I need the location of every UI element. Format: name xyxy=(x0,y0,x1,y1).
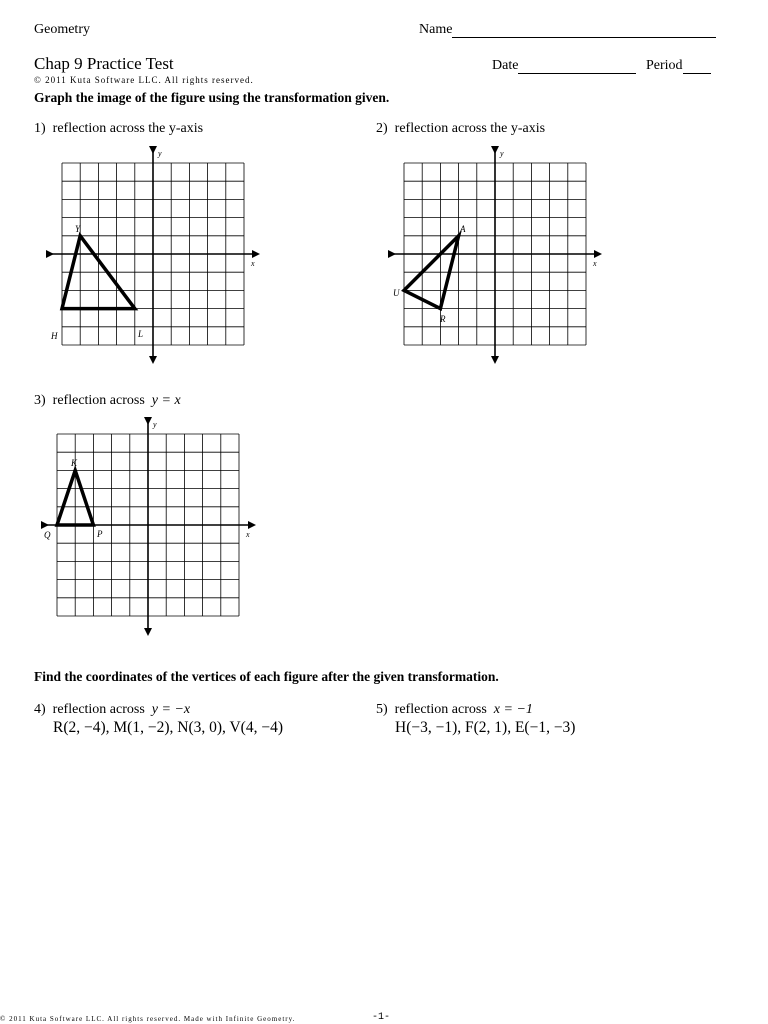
problem-equation: x = −1 xyxy=(493,702,533,717)
problem-text: reflection across xyxy=(52,393,145,408)
vertex-label-y: Y xyxy=(75,224,81,234)
problem-equation: y = −x xyxy=(151,702,191,717)
coordinate-grid-3 xyxy=(44,420,252,632)
date-label: Date xyxy=(492,58,519,73)
page-title: Chap 9 Practice Test xyxy=(34,54,174,73)
y-axis-label: y xyxy=(158,149,162,158)
vertex-label-u: U xyxy=(393,288,400,298)
problem-text: reflection across the y-axis xyxy=(394,121,546,136)
y-axis-label: y xyxy=(500,149,504,158)
course-name: Geometry xyxy=(34,22,90,37)
vertex-label-a: A xyxy=(460,224,466,234)
x-axis-label: x xyxy=(251,259,255,268)
problem-4-points: R(2, −4), M(1, −2), N(3, 0), V(4, −4) xyxy=(53,719,283,736)
problem-equation: y = x xyxy=(151,393,181,408)
problem-number: 4) xyxy=(34,702,46,717)
problem-text: reflection across xyxy=(394,702,487,717)
y-axis-label: y xyxy=(153,420,157,429)
vertex-label-h: H xyxy=(51,331,58,341)
copyright: © 2011 Kuta Software LLC. All rights reserved. xyxy=(34,75,254,85)
x-axis-label: x xyxy=(593,259,597,268)
problem-number: 1) xyxy=(34,121,46,136)
problem-number: 2) xyxy=(376,121,388,136)
problem-5 xyxy=(376,702,533,718)
page-number: -1- xyxy=(372,1012,391,1023)
problem-number: 3) xyxy=(34,393,46,408)
vertex-label-l: L xyxy=(138,329,144,339)
coordinate-grid-2 xyxy=(392,149,598,360)
vertex-label-q: Q xyxy=(44,530,51,540)
problem-4 xyxy=(34,702,190,718)
vertex-label-r: R xyxy=(440,314,446,324)
graph-instructions: Graph the image of the figure using the transformation given. xyxy=(34,90,390,105)
problem-text: reflection across the y-axis xyxy=(52,121,204,136)
problem-number: 5) xyxy=(376,702,388,717)
coordinate-grid-1 xyxy=(50,149,256,360)
vertex-label-p: P xyxy=(97,529,103,539)
footer-copyright: © 2011 Kuta Software LLC. All rights reserved. Made with Infinite Geometry. xyxy=(0,1015,296,1023)
period-label: Period xyxy=(645,58,683,73)
coordinates-instructions: Find the coordinates of the vertices of each figure after the given transformation. xyxy=(34,669,499,684)
name-label: Name xyxy=(419,22,453,37)
problem-5-points: H(−3, −1), F(2, 1), E(−1, −3) xyxy=(395,719,576,736)
x-axis-label: x xyxy=(246,530,250,539)
problem-3 xyxy=(34,393,181,409)
problem-text: reflection across xyxy=(52,702,145,717)
vertex-label-k: K xyxy=(71,458,78,468)
